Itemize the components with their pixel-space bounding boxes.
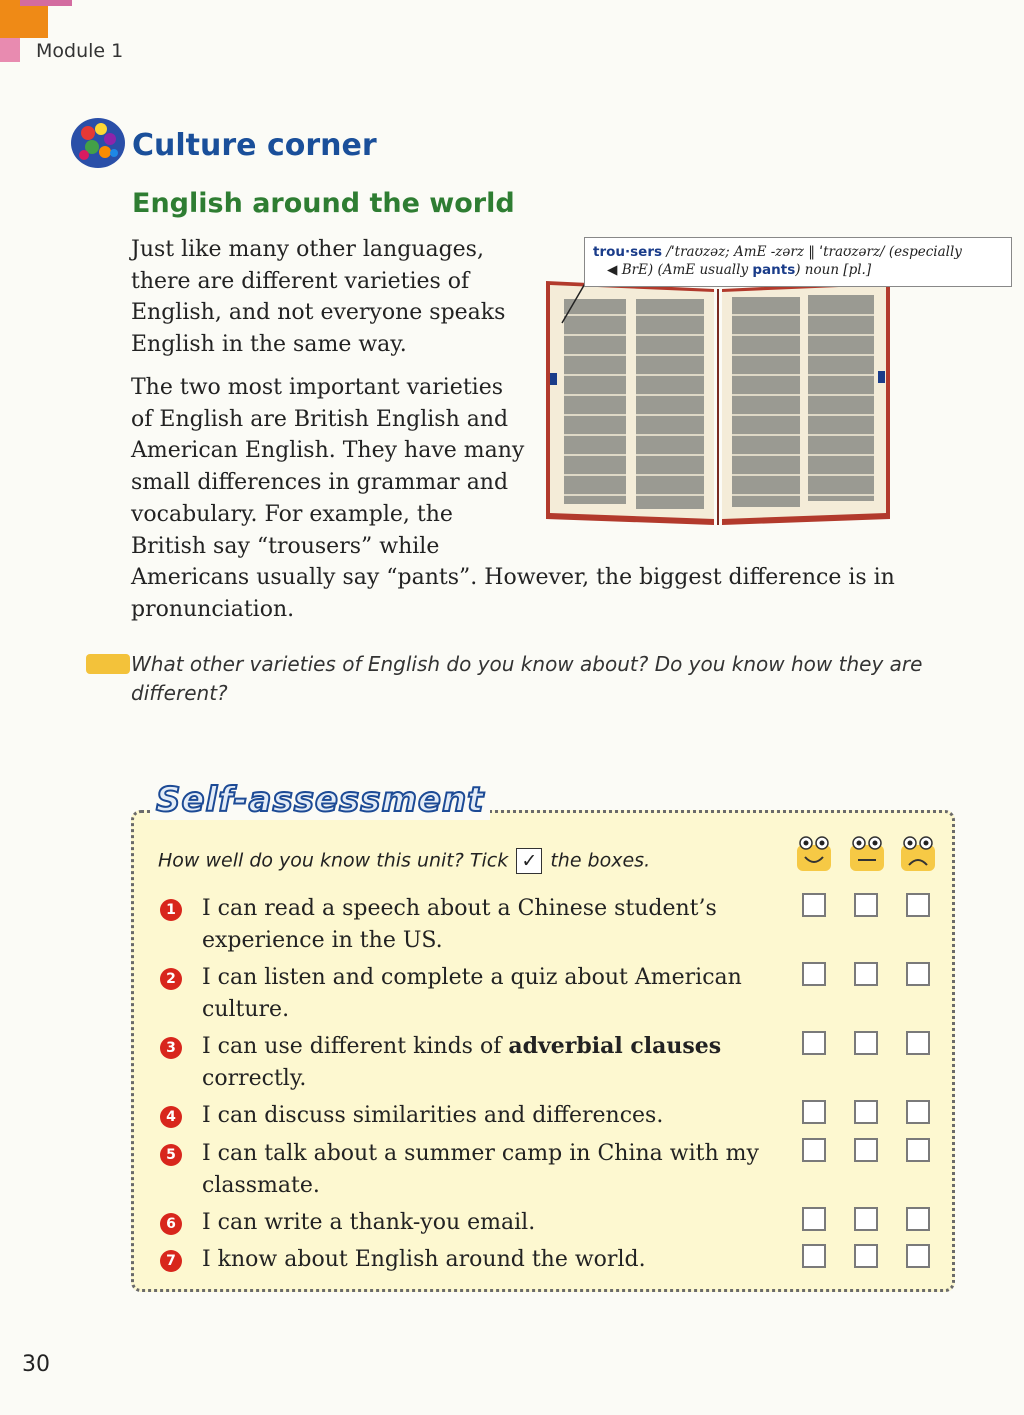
item-text: I can talk about a summer camp in China with my classmate. [202,1141,759,1198]
item-number: 7 [160,1250,182,1272]
checkbox-poor[interactable] [906,962,930,986]
item-text: I know about English around the world. [202,1247,646,1272]
self-assessment-title: Self-assessment [150,780,490,820]
checkbox-ok[interactable] [854,1138,878,1162]
item-text: I can read a speech about a Chinese student’s experience in the US. [202,896,717,953]
intro-text-before: How well do you know this unit? Tick [158,849,509,872]
dictionary-pants: pants [752,262,796,278]
culture-corner-title: Culture corner [132,128,377,163]
checkbox-good[interactable] [802,1031,826,1055]
item-number: 3 [160,1037,182,1059]
item-text-before: I can use different kinds of [202,1034,502,1059]
sad-face-icon [899,835,937,873]
item-text [202,1031,772,1094]
checkbox-good[interactable] [802,1100,826,1124]
checkbox-ok[interactable] [854,1207,878,1231]
checkbox-ok[interactable] [854,1031,878,1055]
item-number: 5 [160,1144,182,1166]
checkbox-good[interactable] [802,1138,826,1162]
checkbox-ok[interactable] [854,1100,878,1124]
paragraph-2-continued: Americans usually say “pants”. However, the biggest difference is in pronunciation. [131,565,895,622]
intro-text-after: the boxes. [550,849,651,872]
dictionary-headword: trou·sers [593,244,663,260]
checkbox-poor[interactable] [906,1244,930,1268]
checkbox-ok[interactable] [854,962,878,986]
checkbox-poor[interactable] [906,893,930,917]
item-number: 4 [160,1106,182,1128]
item-text-after: correctly. [202,1065,307,1091]
tick-icon: ✓ [516,848,542,874]
checkbox-good[interactable] [802,1207,826,1231]
corner-decoration-pink [0,38,20,62]
item-text-bold: adverbial clauses [508,1033,722,1059]
module-label: Module 1 [36,40,124,62]
paragraph-1: Just like many other languages, there are different varieties of English, and not everyone speaks English in the same way. [131,237,506,358]
checkbox-poor[interactable] [906,1031,930,1055]
checkbox-poor[interactable] [906,1138,930,1162]
item-number: 1 [160,899,182,921]
item-text: I can listen and complete a quiz about American culture. [202,965,742,1022]
dictionary-entry-callout: trou·sers /ˈtraʊzəz; AmE -zərz ‖ ˈtraʊzərz/ (especially ◀ BrE) (AmE usually pants) noun [pl.] [584,237,1012,287]
section-title: English around the world [132,188,515,219]
dictionary-pronunciation: /ˈtraʊzəz; AmE -zərz ‖ ˈtraʊzərz/ (especially [666,244,962,260]
dictionary-usage-b: ) noun [pl.] [795,262,872,278]
self-assessment-intro [158,848,650,874]
discussion-question: What other varieties of English do you know about? Do you know how they are different? [131,652,923,705]
page-number: 30 [22,1352,50,1377]
checkbox-good[interactable] [802,1244,826,1268]
item-text: I can discuss similarities and differences. [202,1103,664,1128]
checkbox-good[interactable] [802,893,826,917]
checkbox-poor[interactable] [906,1207,930,1231]
checkbox-ok[interactable] [854,1244,878,1268]
globe-icon [70,117,126,169]
corner-decoration-pink-strip [20,0,72,6]
checkbox-good[interactable] [802,962,826,986]
item-number: 6 [160,1213,182,1235]
happy-face-icon [795,835,833,873]
item-number: 2 [160,968,182,990]
dictionary-illustration [542,275,894,530]
dictionary-usage-a: BrE) (AmE usually [621,262,749,278]
checkbox-poor[interactable] [906,1100,930,1124]
question-marker [86,654,130,674]
item-text: I can write a thank-you email. [202,1210,536,1235]
paragraph-2: The two most important varieties of English are British English and American English. They have many small differences in grammar and vocabulary. For example, the British say “trousers” while [131,375,525,559]
neutral-face-icon [848,835,886,873]
checkbox-ok[interactable] [854,893,878,917]
